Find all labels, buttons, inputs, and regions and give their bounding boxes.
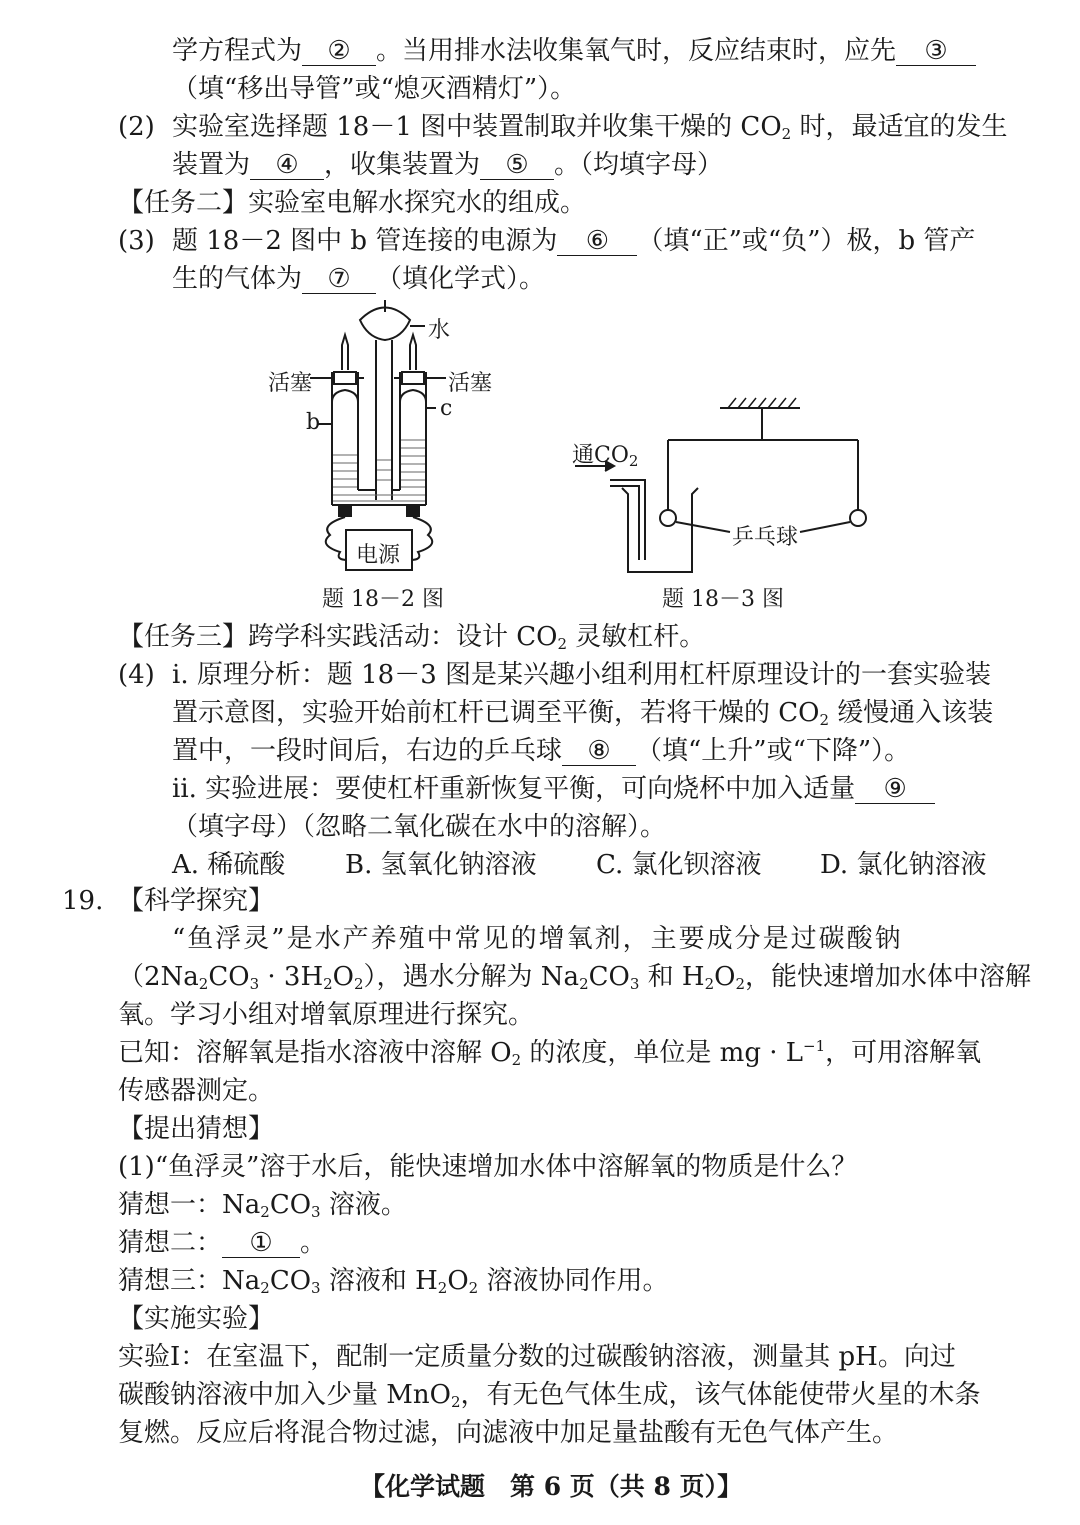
option-a[interactable]: A. 稀硫酸 — [172, 850, 286, 880]
label-water: 水 — [428, 318, 451, 343]
blank-3[interactable]: ③ — [896, 37, 976, 66]
q18-part-2-number: (2) — [118, 112, 155, 142]
blank-9[interactable]: ⑨ — [855, 775, 935, 804]
q19-intro-line-2: $(2Na_2CO_3 \cdot 3H_2O_2)$，遇水分解为 $Na_2CO_3$ 和 $H_2O_2$，能快速增加水体中溶解 — [118, 962, 1032, 993]
q18-line-2: （填“移出导管”或“熄灭酒精灯”）。 — [172, 74, 577, 104]
experiment-line-2: 碳酸钠溶液中加入少量 MnO$_2$，有无色气体生成，该气体能使带火星的木条 — [118, 1380, 981, 1411]
page-footer: 【化学试题 第 6 页（共 8 页）】 — [360, 1472, 743, 1501]
guess-two: 猜想二： ① 。 — [118, 1228, 327, 1258]
q19-intro-line-1: “鱼浮灵”是水产养殖中常见的增氧剂，主要成分是过碳酸钠 — [172, 924, 903, 954]
q18-part-4-i-line-2: 置示意图，实验开始前杠杆已调至平衡，若将干燥的 $CO_2$ 缓慢通入该装 — [172, 698, 994, 729]
q18-part-2-line-1: 实验室选择题 18－1 图中装置制取并收集干燥的 $CO_2$ 时，最适宜的发生 — [172, 112, 1008, 143]
q18-part-3-line-1: 题 18－2 图中 b 管连接的电源为 ⑥ （填“正”或“负”）极，b 管产 — [172, 226, 976, 256]
q18-part-3-number: (3) — [118, 226, 155, 256]
beaker — [622, 488, 698, 572]
guess-three: 猜想三：$Na_2CO_3$ 溶液和 $H_2O_2$ 溶液协同作用。 — [118, 1266, 669, 1297]
task-two-heading: 【任务二】实验室电解水探究水的组成。 — [118, 188, 587, 218]
blank-7[interactable]: ⑦ — [302, 265, 376, 294]
q18-part-4-i-line-1: i. 原理分析：题 18－3 图是某兴趣小组利用杠杆原理设计的一套实验装 — [172, 660, 992, 690]
q18-part-2-line-2: 装置为 ④ ，收集装置为 ⑤ 。（均填字母） — [172, 150, 724, 180]
option-c[interactable]: C. 氯化钡溶液 — [596, 850, 762, 880]
label-tube-c: c — [440, 396, 453, 421]
caption-18-3: 题 18－3 图 — [662, 587, 784, 612]
experiment-line-3: 复燃。反应后将混合物过滤，向滤液中加足量盐酸有无色气体产生。 — [118, 1418, 899, 1448]
label-valve-right: 活塞 — [448, 371, 493, 396]
caption-18-2: 题 18－2 图 — [322, 587, 444, 612]
label-ping-pong-ball: 乒乓球 — [732, 525, 799, 550]
label-co2-inlet: 通$CO_2$ — [572, 443, 639, 470]
blank-6[interactable]: ⑥ — [557, 227, 637, 256]
option-d[interactable]: D. 氯化钠溶液 — [820, 850, 987, 880]
ball-right — [850, 510, 866, 526]
q19-intro-line-3: 氧。学习小组对增氧原理进行探究。 — [118, 1000, 535, 1030]
option-b[interactable]: B. 氢氧化钠溶液 — [345, 850, 537, 880]
q19-number: 19. — [62, 886, 104, 916]
guess-one: 猜想一：$Na_2CO_3$ 溶液。 — [118, 1190, 407, 1221]
blank-2[interactable]: ② — [302, 37, 376, 66]
guess-heading: 【提出猜想】 — [118, 1114, 275, 1144]
q19-known-line-2: 传感器测定。 — [118, 1076, 275, 1106]
experiment-heading: 【实施实验】 — [118, 1304, 275, 1334]
q18-part-3-line-2: 生的气体为 ⑦ （填化学式）。 — [172, 264, 546, 294]
q19-question-1: (1)“鱼浮灵”溶于水后，能快速增加水体中溶解氧的物质是什么？ — [118, 1152, 858, 1182]
q18-line-1: 学方程式为 ② 。当用排水法收集氧气时，反应结束时，应先 ③ — [172, 34, 976, 68]
label-valve-left: 活塞 — [268, 371, 313, 396]
blank-5[interactable]: ⑤ — [480, 151, 554, 180]
blank-4[interactable]: ④ — [250, 151, 324, 180]
q19-known-line-1: 已知：溶解氧是指水溶液中溶解 $O_2$ 的浓度，单位是 mg · $L^{-1}$，可用溶解氧 — [118, 1037, 982, 1069]
task-three-heading: 【任务三】跨学科实践活动：设计 $CO_2$ 灵敏杠杆。 — [118, 622, 706, 653]
ball-left — [660, 510, 676, 526]
label-tube-b: b — [306, 410, 321, 435]
label-power: 电源 — [356, 543, 401, 568]
q19-heading: 【科学探究】 — [118, 886, 275, 916]
blank-1[interactable]: ① — [222, 1229, 300, 1258]
q18-part-4-ii-line-2: （填字母）（忽略二氧化碳在水中的溶解）。 — [172, 812, 667, 842]
blank-8[interactable]: ⑧ — [562, 737, 636, 766]
q18-part-4-i-line-3: 置中，一段时间后，右边的乒乓球 ⑧ （填“上升”或“下降”）。 — [172, 736, 911, 766]
q18-part-4-number: (4) — [118, 660, 155, 690]
q18-part-4-ii-line-1: ii. 实验进展：要使杠杆重新恢复平衡，可向烧杯中加入适量 ⑨ — [172, 772, 935, 806]
experiment-line-1: 实验Ⅰ：在室温下，配制一定质量分数的过碳酸钠溶液，测量其 pH。向过 — [118, 1342, 956, 1372]
